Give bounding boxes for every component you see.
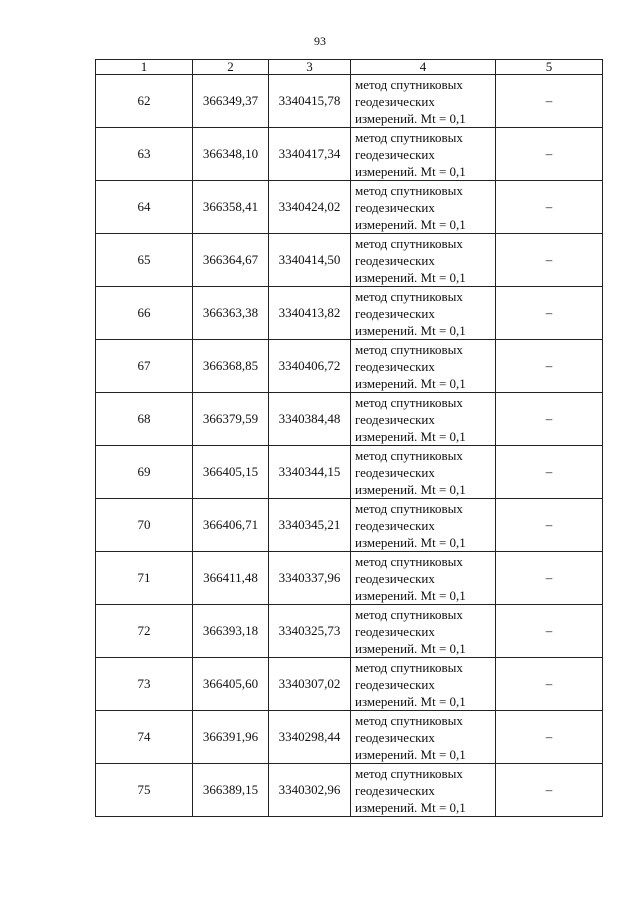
y-coordinate-cell: 3340414,50	[269, 234, 351, 287]
method-line: метод спутниковых	[355, 606, 463, 622]
method-line: измерений. Mt = 0,1	[355, 587, 466, 603]
table-row	[96, 764, 603, 817]
note-cell: –	[496, 75, 603, 128]
method-cell	[351, 552, 496, 605]
method-line: геодезических	[355, 199, 435, 215]
column-header-4: 4	[351, 60, 496, 75]
method-line: геодезических	[355, 623, 435, 639]
point-number-cell: 73	[96, 658, 193, 711]
method-line: измерений. Mt = 0,1	[355, 640, 466, 656]
note-cell: –	[496, 552, 603, 605]
coordinates-table	[95, 59, 603, 817]
column-header-3: 3	[269, 60, 351, 75]
point-number-cell: 68	[96, 393, 193, 446]
y-coordinate-cell: 3340384,48	[269, 393, 351, 446]
table-row	[96, 181, 603, 234]
point-number-cell: 69	[96, 446, 193, 499]
method-line: измерений. Mt = 0,1	[355, 163, 466, 179]
method-line: измерений. Mt = 0,1	[355, 375, 466, 391]
method-line: измерений. Mt = 0,1	[355, 534, 466, 550]
x-coordinate-cell: 366358,41	[193, 181, 269, 234]
y-coordinate-cell: 3340415,78	[269, 75, 351, 128]
table-row	[96, 711, 603, 764]
method-line: геодезических	[355, 782, 435, 798]
y-coordinate-cell: 3340424,02	[269, 181, 351, 234]
table-row	[96, 287, 603, 340]
x-coordinate-cell: 366363,38	[193, 287, 269, 340]
method-line: геодезических	[355, 305, 435, 321]
point-number-cell: 65	[96, 234, 193, 287]
method-line: измерений. Mt = 0,1	[355, 322, 466, 338]
point-number-cell: 66	[96, 287, 193, 340]
table-row	[96, 499, 603, 552]
method-line: измерений. Mt = 0,1	[355, 746, 466, 762]
note-cell: –	[496, 393, 603, 446]
x-coordinate-cell: 366348,10	[193, 128, 269, 181]
point-number-cell: 72	[96, 605, 193, 658]
point-number-cell: 62	[96, 75, 193, 128]
point-number-cell: 64	[96, 181, 193, 234]
method-line: метод спутниковых	[355, 182, 463, 198]
note-cell: –	[496, 764, 603, 817]
method-line: метод спутниковых	[355, 659, 463, 675]
method-line: геодезических	[355, 676, 435, 692]
method-line: геодезических	[355, 729, 435, 745]
method-line: метод спутниковых	[355, 288, 463, 304]
table-header-row	[96, 60, 603, 75]
x-coordinate-cell: 366364,67	[193, 234, 269, 287]
table-body	[96, 75, 603, 817]
x-coordinate-cell: 366389,15	[193, 764, 269, 817]
table-row	[96, 605, 603, 658]
point-number-cell: 67	[96, 340, 193, 393]
y-coordinate-cell: 3340307,02	[269, 658, 351, 711]
y-coordinate-cell: 3340337,96	[269, 552, 351, 605]
note-cell: –	[496, 128, 603, 181]
table-row	[96, 446, 603, 499]
y-coordinate-cell: 3340298,44	[269, 711, 351, 764]
method-line: измерений. Mt = 0,1	[355, 799, 466, 815]
method-cell	[351, 605, 496, 658]
x-coordinate-cell: 366379,59	[193, 393, 269, 446]
table-row	[96, 393, 603, 446]
y-coordinate-cell: 3340413,82	[269, 287, 351, 340]
method-cell	[351, 711, 496, 764]
method-cell	[351, 393, 496, 446]
table-row	[96, 658, 603, 711]
point-number-cell: 75	[96, 764, 193, 817]
x-coordinate-cell: 366368,85	[193, 340, 269, 393]
x-coordinate-cell: 366349,37	[193, 75, 269, 128]
note-cell: –	[496, 499, 603, 552]
table-row	[96, 128, 603, 181]
method-line: измерений. Mt = 0,1	[355, 428, 466, 444]
y-coordinate-cell: 3340345,21	[269, 499, 351, 552]
y-coordinate-cell: 3340325,73	[269, 605, 351, 658]
point-number-cell: 63	[96, 128, 193, 181]
column-header-1: 1	[96, 60, 193, 75]
method-line: геодезических	[355, 146, 435, 162]
table-row	[96, 340, 603, 393]
method-line: геодезических	[355, 93, 435, 109]
column-header-2: 2	[193, 60, 269, 75]
point-number-cell: 74	[96, 711, 193, 764]
note-cell: –	[496, 234, 603, 287]
table-row	[96, 234, 603, 287]
method-line: геодезических	[355, 411, 435, 427]
x-coordinate-cell: 366393,18	[193, 605, 269, 658]
y-coordinate-cell: 3340302,96	[269, 764, 351, 817]
method-line: измерений. Mt = 0,1	[355, 110, 466, 126]
method-line: метод спутниковых	[355, 235, 463, 251]
note-cell: –	[496, 340, 603, 393]
note-cell: –	[496, 287, 603, 340]
method-cell	[351, 128, 496, 181]
method-line: метод спутниковых	[355, 500, 463, 516]
method-line: метод спутниковых	[355, 447, 463, 463]
method-line: геодезических	[355, 252, 435, 268]
method-line: метод спутниковых	[355, 394, 463, 410]
method-line: метод спутниковых	[355, 341, 463, 357]
method-cell	[351, 75, 496, 128]
table-row	[96, 75, 603, 128]
x-coordinate-cell: 366405,15	[193, 446, 269, 499]
method-line: метод спутниковых	[355, 553, 463, 569]
method-line: метод спутниковых	[355, 129, 463, 145]
method-cell	[351, 181, 496, 234]
method-cell	[351, 658, 496, 711]
y-coordinate-cell: 3340344,15	[269, 446, 351, 499]
method-cell	[351, 499, 496, 552]
column-header-5: 5	[496, 60, 603, 75]
table-row	[96, 552, 603, 605]
x-coordinate-cell: 366411,48	[193, 552, 269, 605]
note-cell: –	[496, 605, 603, 658]
method-line: измерений. Mt = 0,1	[355, 693, 466, 709]
method-line: метод спутниковых	[355, 712, 463, 728]
method-line: геодезических	[355, 464, 435, 480]
method-line: измерений. Mt = 0,1	[355, 481, 466, 497]
method-cell	[351, 287, 496, 340]
method-line: измерений. Mt = 0,1	[355, 216, 466, 232]
y-coordinate-cell: 3340417,34	[269, 128, 351, 181]
method-line: измерений. Mt = 0,1	[355, 269, 466, 285]
note-cell: –	[496, 446, 603, 499]
method-cell	[351, 234, 496, 287]
method-line: геодезических	[355, 570, 435, 586]
x-coordinate-cell: 366406,71	[193, 499, 269, 552]
method-line: метод спутниковых	[355, 76, 463, 92]
point-number-cell: 70	[96, 499, 193, 552]
method-line: метод спутниковых	[355, 765, 463, 781]
method-line: геодезических	[355, 358, 435, 374]
note-cell: –	[496, 181, 603, 234]
method-cell	[351, 764, 496, 817]
point-number-cell: 71	[96, 552, 193, 605]
x-coordinate-cell: 366405,60	[193, 658, 269, 711]
method-line: геодезических	[355, 517, 435, 533]
note-cell: –	[496, 711, 603, 764]
method-cell	[351, 446, 496, 499]
x-coordinate-cell: 366391,96	[193, 711, 269, 764]
note-cell: –	[496, 658, 603, 711]
y-coordinate-cell: 3340406,72	[269, 340, 351, 393]
page-number: 93	[314, 34, 326, 48]
method-cell	[351, 340, 496, 393]
